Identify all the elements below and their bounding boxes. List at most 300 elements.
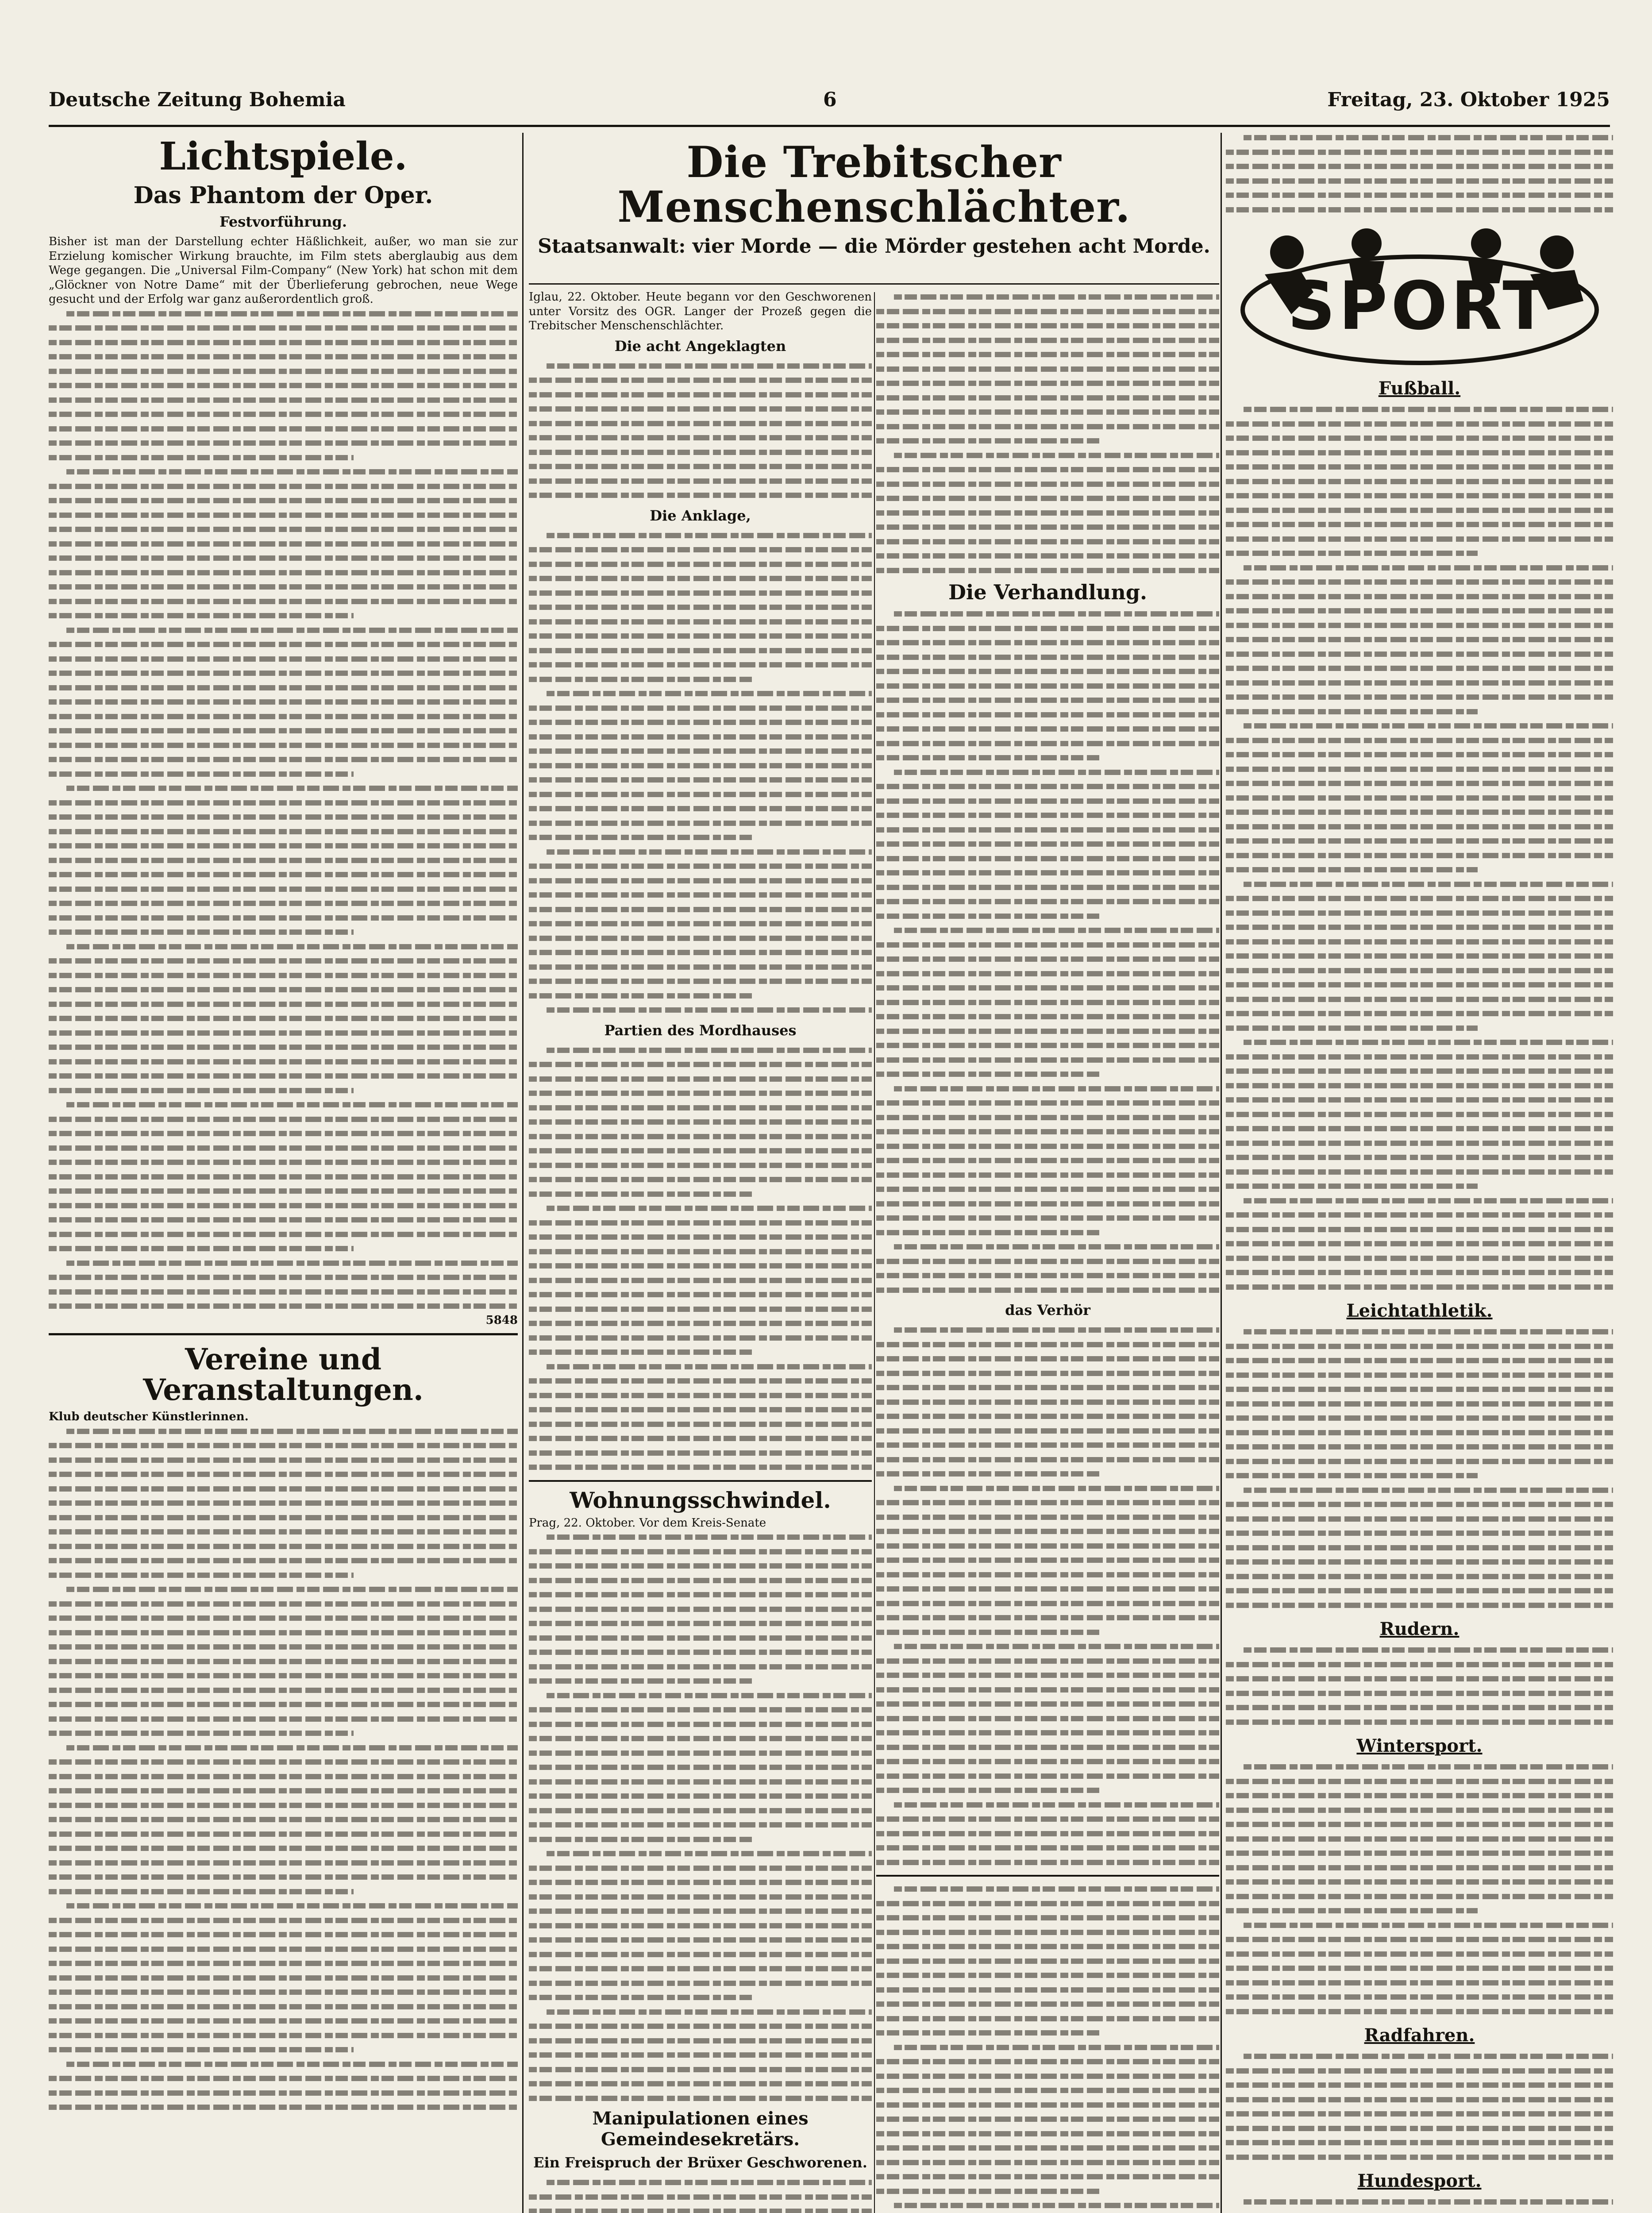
text-line (49, 407, 518, 422)
text-line (49, 1885, 518, 1899)
text-line (529, 1573, 872, 1588)
text-line (876, 1726, 1219, 1740)
text-line (529, 1374, 872, 1388)
text-line (529, 1616, 872, 1631)
text-line (876, 2127, 1219, 2141)
text-line (1226, 1280, 1613, 1295)
text-line (876, 520, 1219, 535)
text-line (1226, 460, 1613, 474)
text-line (876, 305, 1219, 319)
text-line (49, 1669, 518, 1683)
text-line (1226, 1079, 1613, 1093)
text-line (529, 1645, 872, 1660)
article-body-lines (49, 307, 518, 1314)
text-line (1226, 848, 1613, 863)
text-line (876, 1654, 1219, 1669)
vereine-lead: Klub deutscher Künstlerinnen. (49, 1410, 249, 1424)
text-line (529, 644, 872, 658)
text-lines (876, 607, 1219, 1297)
text-line (1226, 590, 1613, 604)
text-line (49, 1554, 518, 1568)
text-line (49, 1069, 518, 1083)
text-line (529, 1919, 872, 1933)
subheadline-trebitsch: Staatsanwalt: vier Morde — die Mörder gestehen acht Morde. (538, 235, 1210, 258)
text-line (876, 1125, 1219, 1139)
text-line (1226, 820, 1613, 834)
text-line (876, 491, 1219, 506)
text-line (49, 1170, 518, 1184)
text-line (529, 1417, 872, 1432)
text-line (529, 744, 872, 759)
text-line (876, 434, 1219, 448)
text-line (1226, 676, 1613, 690)
text-lines (1226, 1760, 1613, 2019)
text-line (876, 1268, 1219, 1283)
text-lines (1226, 2049, 1613, 2164)
text-line (1226, 1932, 1613, 1947)
text-line (876, 1424, 1219, 1438)
text-line (529, 989, 872, 1003)
text-lines (1226, 2195, 1613, 2213)
issue-date: Freitag, 23. Oktober 1925 (1327, 89, 1610, 111)
text-line (529, 802, 872, 816)
text-line (49, 1971, 518, 1986)
text-line (876, 1067, 1219, 1082)
text-line (529, 388, 872, 402)
text-line (49, 508, 518, 523)
text-line (529, 1861, 872, 1876)
text-line (529, 1187, 872, 1202)
text-line (49, 1055, 518, 1069)
text-line (49, 1040, 518, 1055)
text-line (529, 373, 872, 388)
text-line (49, 1285, 518, 1299)
text-line (876, 1211, 1219, 1226)
text-line (529, 600, 872, 615)
headline-verhandlung: Die Verhandlung. (948, 580, 1148, 604)
text-line (876, 1925, 1219, 1940)
text-line (49, 551, 518, 566)
inner-divider (874, 292, 875, 2213)
text-line (49, 925, 518, 940)
text-line (1226, 145, 1613, 160)
text-line (529, 2091, 872, 2106)
text-line (1226, 1875, 1613, 1889)
text-line (49, 378, 518, 393)
text-lines (529, 1530, 872, 2105)
text-line (876, 362, 1219, 377)
text-line (49, 2043, 518, 2057)
text-line (1226, 1064, 1613, 1079)
text-line (1226, 402, 1613, 417)
text-line (876, 1323, 1219, 1338)
text-line (876, 1697, 1219, 1712)
text-line (49, 1956, 518, 1971)
text-line (529, 2048, 872, 2063)
text-line (876, 2083, 1219, 2098)
text-line (1226, 2078, 1613, 2093)
text-line (49, 896, 518, 911)
text-line (49, 493, 518, 508)
text-line (876, 1481, 1219, 1496)
text-line (49, 2057, 518, 2072)
text-line (876, 1939, 1219, 1954)
text-line (49, 1942, 518, 1957)
text-line (1226, 1789, 1613, 1803)
text-line (49, 997, 518, 1012)
text-line (49, 1453, 518, 1468)
text-line (529, 1302, 872, 1317)
text-line (49, 451, 518, 465)
text-line (529, 1847, 872, 1861)
heading-wintersport: Wintersport. (1356, 1735, 1483, 1756)
text-line (1226, 748, 1613, 762)
headline-underline (529, 283, 1219, 285)
text-line (529, 1717, 872, 1732)
text-line (529, 1057, 872, 1072)
text-line (1226, 1961, 1613, 1976)
text-line (529, 1933, 872, 1947)
text-line (49, 709, 518, 724)
text-line (1226, 632, 1613, 647)
text-line (529, 1216, 872, 1230)
text-line (1226, 1774, 1613, 1789)
article-number: 5848 (485, 1313, 518, 1327)
text-line (876, 319, 1219, 333)
text-line (1226, 1483, 1613, 1498)
text-line (876, 1510, 1219, 1525)
text-line (529, 1201, 872, 1216)
text-line (49, 911, 518, 925)
heading-hundesport: Hundesport. (1357, 2171, 1482, 2191)
page-number: 6 (823, 89, 837, 111)
text-line (529, 431, 872, 445)
text-line (529, 2034, 872, 2048)
text-line (529, 1259, 872, 1273)
text-line (876, 506, 1219, 520)
text-line (49, 1626, 518, 1640)
text-line (876, 1467, 1219, 1481)
text-line (49, 652, 518, 667)
text-line (529, 557, 872, 572)
text-line (49, 1256, 518, 1271)
text-line (529, 528, 872, 543)
text-line (876, 693, 1219, 708)
text-line (876, 1024, 1219, 1039)
text-line (49, 796, 518, 810)
text-line (49, 695, 518, 709)
text-line (1226, 604, 1613, 618)
text-line (876, 2040, 1219, 2055)
text-line (529, 1559, 872, 1573)
text-line (876, 2198, 1219, 2213)
text-line (1226, 1325, 1613, 1339)
text-line (876, 1283, 1219, 1298)
text-line (49, 321, 518, 335)
text-line (1226, 417, 1613, 432)
text-line (529, 2063, 872, 2077)
text-line (1226, 489, 1613, 503)
text-line (876, 1983, 1219, 1997)
text-line (529, 1331, 872, 1346)
text-line (1226, 1454, 1613, 1469)
text-line (1226, 776, 1613, 791)
text-line (876, 2112, 1219, 2127)
article-kicker: Festvorführung. (219, 213, 347, 231)
text-line (49, 479, 518, 494)
text-line (49, 1241, 518, 1256)
text-line (876, 1226, 1219, 1240)
text-line (49, 436, 518, 451)
text-line (876, 1897, 1219, 1911)
text-line (876, 837, 1219, 852)
text-line (876, 708, 1219, 722)
text-line (529, 1602, 872, 1617)
column-2a (529, 290, 872, 2213)
text-line (1226, 1411, 1613, 1426)
text-line (49, 1270, 518, 1285)
text-line (49, 1640, 518, 1654)
text-line (1226, 2093, 1613, 2107)
text-line (49, 1611, 518, 1626)
text-line (1226, 1976, 1613, 1990)
text-line (876, 376, 1219, 391)
text-line (1226, 2064, 1613, 2078)
text-line (1226, 174, 1613, 189)
text-line (876, 1524, 1219, 1539)
column-divider-1 (522, 133, 524, 2213)
text-line (876, 1409, 1219, 1424)
text-line (876, 636, 1219, 650)
text-line (529, 715, 872, 730)
text-line (876, 909, 1219, 924)
headline-trebitsch: Die Trebitscher Menschenschlächter. (617, 137, 1131, 232)
text-line (876, 1968, 1219, 1983)
text-line (876, 923, 1219, 938)
text-line (49, 1299, 518, 1314)
heading-rudern: Rudern. (1379, 1619, 1459, 1639)
text-line (49, 609, 518, 623)
text-line (49, 637, 518, 652)
text-lines (1226, 131, 1613, 217)
text-line (529, 816, 872, 831)
text-line (49, 2086, 518, 2101)
text-line (876, 1038, 1219, 1053)
text-line (1226, 863, 1613, 877)
text-line (876, 448, 1219, 463)
text-line (49, 307, 518, 321)
text-line (876, 563, 1219, 578)
text-line (529, 859, 872, 874)
sport-logo (1238, 226, 1601, 372)
text-line (529, 1703, 872, 1717)
text-line (529, 543, 872, 557)
text-line (49, 522, 518, 537)
text-line (529, 586, 872, 601)
text-line (529, 1172, 872, 1187)
text-lines (1226, 1325, 1613, 1612)
text-line (529, 402, 872, 416)
text-line (49, 1597, 518, 1612)
text-line (49, 422, 518, 436)
text-line (529, 1775, 872, 1789)
text-line (876, 1438, 1219, 1453)
text-line (876, 1110, 1219, 1125)
text-line (1226, 1150, 1613, 1165)
text-line (876, 1496, 1219, 1510)
text-line (49, 1026, 518, 1041)
text-line (876, 981, 1219, 995)
text-line (1226, 1947, 1613, 1962)
text-line (529, 416, 872, 431)
text-line (876, 1352, 1219, 1366)
text-line (876, 1366, 1219, 1381)
text-line (1226, 2121, 1613, 2136)
text-line (529, 1962, 872, 1976)
text-line (876, 621, 1219, 636)
text-line (1226, 1339, 1613, 1354)
text-lines (1226, 402, 1613, 1294)
text-line (1226, 474, 1613, 489)
text-line (529, 1990, 872, 2005)
text-line (529, 488, 872, 503)
text-line (49, 1199, 518, 1213)
text-line (49, 1482, 518, 1496)
text-line (876, 1911, 1219, 1925)
text-line (1226, 1569, 1613, 1584)
text-line (876, 1197, 1219, 1211)
text-line (529, 701, 872, 716)
text-line (49, 1683, 518, 1698)
text-line (1226, 834, 1613, 848)
text-line (529, 845, 872, 860)
text-line (529, 1144, 872, 1158)
text-line (876, 2155, 1219, 2170)
text-line (1226, 2107, 1613, 2121)
text-line (1226, 446, 1613, 460)
text-line (49, 1112, 518, 1127)
text-line (876, 391, 1219, 405)
text-line (1226, 1817, 1613, 1832)
text-lines (529, 359, 872, 503)
text-line (49, 1467, 518, 1482)
text-line (529, 917, 872, 931)
text-line (1226, 1368, 1613, 1383)
text-line (1226, 978, 1613, 992)
text-line (529, 1101, 872, 1115)
text-line (1226, 1265, 1613, 1280)
text-line (1226, 949, 1613, 964)
text-line (529, 960, 872, 975)
text-line (876, 808, 1219, 823)
text-line (529, 1245, 872, 1259)
text-line (529, 1890, 872, 1905)
text-line (529, 2077, 872, 2091)
text-line (529, 1746, 872, 1761)
text-line (49, 580, 518, 594)
text-line (49, 393, 518, 408)
text-line (1226, 1426, 1613, 1440)
text-line (876, 1827, 1219, 1841)
text-line (876, 823, 1219, 837)
text-line (49, 767, 518, 782)
text-line (1226, 532, 1613, 547)
text-line (876, 2170, 1219, 2184)
text-line (876, 664, 1219, 679)
text-line (1226, 1251, 1613, 1266)
text-line (876, 995, 1219, 1010)
text-line (1226, 1658, 1613, 1672)
column-lichtspiele (49, 131, 518, 2213)
text-line (876, 1182, 1219, 1197)
text-line (1226, 1107, 1613, 1122)
article-headline: Das Phantom der Oper. (133, 182, 433, 209)
text-line (49, 1126, 518, 1141)
heading-angeklagten: Die acht Angeklagten (614, 337, 786, 355)
text-line (876, 405, 1219, 420)
text-line (49, 1870, 518, 1885)
trebitsch-lead: Iglau, 22. Oktober. Heute begann vor den Geschworenen unter Vorsitz des OGR. Langer der Prozeß gegen die Trebitscher Menschenschlächter. (529, 290, 872, 332)
heading-partien: Partien des Mordhauses (604, 1022, 797, 1039)
text-line (1226, 1237, 1613, 1251)
text-line (876, 679, 1219, 694)
text-line (1226, 1555, 1613, 1569)
text-line (529, 1273, 872, 1288)
text-line (876, 794, 1219, 809)
text-line (876, 1625, 1219, 1640)
text-line (1226, 906, 1613, 921)
text-line (49, 867, 518, 882)
text-line (49, 1841, 518, 1856)
text-line (529, 1003, 872, 1018)
text-line (1226, 2209, 1613, 2213)
text-line (876, 1798, 1219, 1812)
text-line (529, 1230, 872, 1245)
heading-leichtathletik: Leichtathletik. (1346, 1300, 1493, 1321)
text-line (876, 549, 1219, 563)
text-line (529, 1660, 872, 1674)
text-line (1226, 2049, 1613, 2064)
text-line (529, 1631, 872, 1646)
text-line (49, 594, 518, 609)
text-line (876, 938, 1219, 952)
page-header (49, 89, 1610, 124)
text-line (529, 1789, 872, 1804)
text-line (876, 1568, 1219, 1582)
text-line (49, 738, 518, 753)
sport-logo-word: SPORT (1287, 268, 1552, 345)
text-line (1226, 647, 1613, 662)
text-line (876, 2026, 1219, 2040)
text-line (1226, 188, 1613, 203)
text-line (876, 866, 1219, 880)
text-line (49, 465, 518, 479)
text-line (49, 1770, 518, 1784)
text-line (49, 537, 518, 551)
section-rule (876, 1875, 1219, 1877)
text-line (49, 1184, 518, 1199)
text-line (49, 1083, 518, 1098)
text-line (49, 1496, 518, 1511)
column-2b (876, 290, 1219, 2213)
text-line (529, 1832, 872, 1847)
section-title-lichtspiele: Lichtspiele. (159, 134, 408, 179)
text-line (1226, 1194, 1613, 1208)
text-line (529, 1115, 872, 1130)
text-line (529, 888, 872, 902)
text-line (529, 1360, 872, 1374)
text-line (1226, 517, 1613, 532)
